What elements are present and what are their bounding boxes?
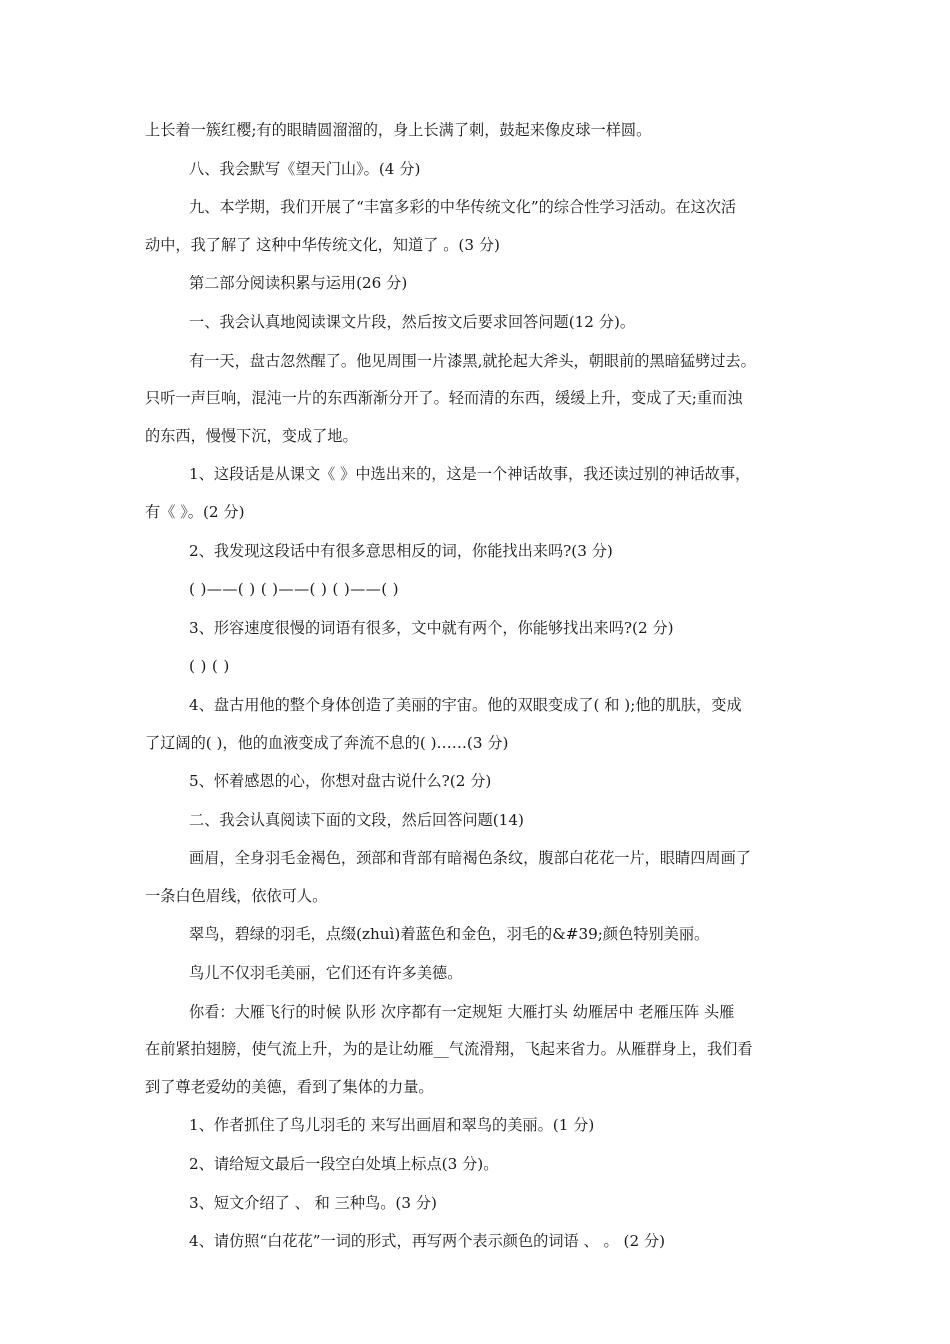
passage-line: 在前紧拍翅膀，使气流上升，为的是让幼雁__气流滑翔，飞起来省力。从雁群身上，我们看: [145, 1040, 753, 1059]
passage-line: 只听一声巨响，混沌一片的东西渐渐分开了。轻而清的东西，缓缓上升，变成了天;重而浊: [145, 389, 743, 408]
text-line: 有《 》。(2 分): [145, 502, 245, 521]
passage-line: 到了尊老爱幼的美德，看到了集体的力量。: [145, 1077, 434, 1096]
passage-line: 一条白色眉线，依依可人。: [145, 886, 328, 905]
passage-line: 你看：大雁飞行的时候 队形 次序都有一定规矩 大雁打头 幼雁居中 老雁压阵 头雁: [189, 1002, 735, 1021]
sub-question-2: 2、我发现这段话中有很多意思相反的词，你能找出来吗?(3 分): [189, 541, 613, 560]
passage-line: 有一天，盘古忽然醒了。他见周围一片漆黑,就抡起大斧头，朝眼前的黑暗猛劈过去。: [189, 351, 756, 370]
question-9: 九、本学期，我们开展了“丰富多彩的中华传统文化”的综合性学习活动。在这次活: [189, 198, 737, 217]
sub-question-3: 3、形容速度很慢的词语有很多，文中就有两个，你能够找出来吗?(2 分): [189, 618, 674, 637]
answer-blanks: ( )——( ) ( )——( ) ( )——( ): [189, 580, 399, 599]
sub-question-5: 5、怀着感恩的心，你想对盘古说什么?(2 分): [189, 772, 492, 791]
text-line: 了辽阔的( )，他的血液变成了奔流不息的( )……(3 分): [145, 733, 509, 752]
sub-question-4: 4、请仿照“白花花”一词的形式，再写两个表示颜色的词语 、 。 (2 分): [189, 1232, 666, 1251]
sub-question-2: 2、请给短文最后一段空白处填上标点(3 分)。: [189, 1155, 499, 1174]
passage-line: 鸟儿不仅羽毛美丽，它们还有许多美德。: [189, 964, 463, 983]
answer-blanks: ( ) ( ): [189, 657, 230, 676]
question-8: 八、我会默写《望天门山》。(4 分): [189, 159, 421, 178]
text-line: 动中，我了解了 这种中华传统文化，知道了 。(3 分): [145, 235, 500, 254]
reading-heading-1: 一、我会认真地阅读课文片段，然后按文后要求回答问题(12 分)。: [189, 312, 636, 331]
text-line: 上长着一簇红樱;有的眼睛圆溜溜的，身上长满了刺，鼓起来像皮球一样圆。: [145, 121, 652, 139]
passage-line: 画眉，全身羽毛金褐色，颈部和背部有暗褐色条纹，腹部白花花一片，眼睛四周画了: [189, 849, 751, 868]
sub-question-3: 3、短文介绍了 、 和 三种鸟。(3 分): [189, 1193, 437, 1212]
sub-question-1: 1、这段话是从课文《 》中选出来的，这是一个神话故事，我还读过别的神话故事，: [189, 465, 751, 484]
sub-question-1: 1、作者抓住了鸟儿羽毛的 来写出画眉和翠鸟的美丽。(1 分): [189, 1116, 595, 1135]
passage-line: 的东西，慢慢下沉，变成了地。: [145, 426, 358, 445]
passage-line: 翠鸟，碧绿的羽毛，点缀(zhuì)着蓝色和金色，羽毛的&#39;颜色特别美丽。: [189, 925, 710, 944]
document-page: [145, 120, 810, 1251]
section-heading: 第二部分阅读积累与运用(26 分): [189, 274, 408, 293]
reading-heading-2: 二、我会认真阅读下面的文段，然后回答问题(14): [189, 810, 524, 829]
sub-question-4: 4、盘古用他的整个身体创造了美丽的宇宙。他的双眼变成了( 和 );他的肌肤，变成: [189, 695, 742, 714]
